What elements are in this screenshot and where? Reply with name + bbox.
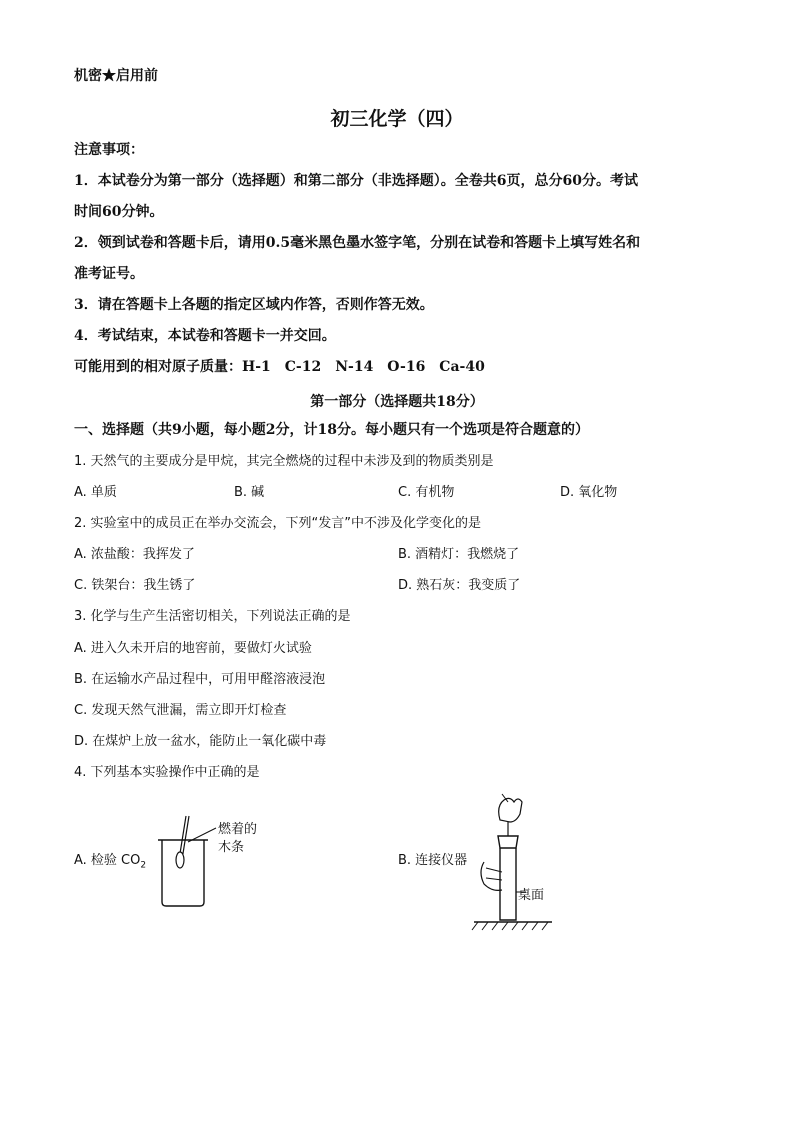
notice-item-1b: 时间60分钟。 [74,204,164,220]
q2-option-d: D. 熟石灰：我变质了 [398,578,521,593]
figure-a-label-splint: 木条 [218,840,245,855]
q4-option-a [74,854,146,871]
q3-option-a: A. 进入久未开启的地窖前，要做灯火试验 [74,641,312,656]
notice-item-2b: 准考证号。 [74,266,144,282]
q3-stem: 3. 化学与生产生活密切相关，下列说法正确的是 [74,609,351,624]
q4-option-a-text: A. 检验 CO [74,853,141,868]
confidential-label: 机密★启用前 [74,68,158,84]
page-title: 初三化学（四） [330,108,464,130]
atomic-masses: 可能用到的相对原子质量：H-1 C-12 N-14 O-16 Ca-40 [74,359,485,375]
q1-option-d: D. 氧化物 [560,485,618,500]
q2-stem: 2. 实验室中的成员正在举办交流会，下列“发言”中不涉及化学变化的是 [74,516,482,531]
figure-b-tube-on-table [470,792,560,932]
q1-option-a: A. 单质 [74,485,117,500]
notice-item-1a: 1．本试卷分为第一部分（选择题）和第二部分（非选择题）。全卷共6页，总分60分。考试 [74,173,638,189]
q3-option-b: B. 在运输水产品过程中，可用甲醛溶液浸泡 [74,672,326,687]
q4-stem: 4. 下列基本实验操作中正确的是 [74,765,260,780]
notice-item-3: 3．请在答题卡上各题的指定区域内作答，否则作答无效。 [74,297,434,313]
q1-option-b: B. 碱 [234,485,265,500]
notice-heading: 注意事项： [74,142,144,158]
q4-option-a-subscript: 2 [140,860,147,871]
q2-option-c: C. 铁架台：我生锈了 [74,578,196,593]
q2-option-a: A. 浓盐酸：我挥发了 [74,547,195,562]
q1-stem: 1. 天然气的主要成分是甲烷，其完全燃烧的过程中未涉及到的物质类别是 [74,454,494,469]
q3-option-c: C. 发现天然气泄漏，需立即开灯检查 [74,703,287,718]
figure-b-label-table: 桌面 [518,888,545,903]
section-heading: 一、选择题（共9小题，每小题2分，计18分。每小题只有一个选项是符合题意的） [74,422,589,438]
notice-item-4: 4．考试结束，本试卷和答题卡一并交回。 [74,328,336,344]
q2-option-b: B. 酒精灯：我燃烧了 [398,547,520,562]
q1-option-c: C. 有机物 [398,485,455,500]
part1-title: 第一部分（选择题共18分） [310,394,484,410]
q4-option-b: B. 连接仪器 [398,853,468,868]
notice-item-2a: 2．领到试卷和答题卡后，请用0.5毫米黑色墨水签字笔，分别在试卷和答题卡上填写姓名和 [74,235,641,251]
figure-a-label-burning: 燃着的 [218,822,258,837]
q3-option-d: D. 在煤炉上放一盆水，能防止一氧化碳中毒 [74,734,327,749]
